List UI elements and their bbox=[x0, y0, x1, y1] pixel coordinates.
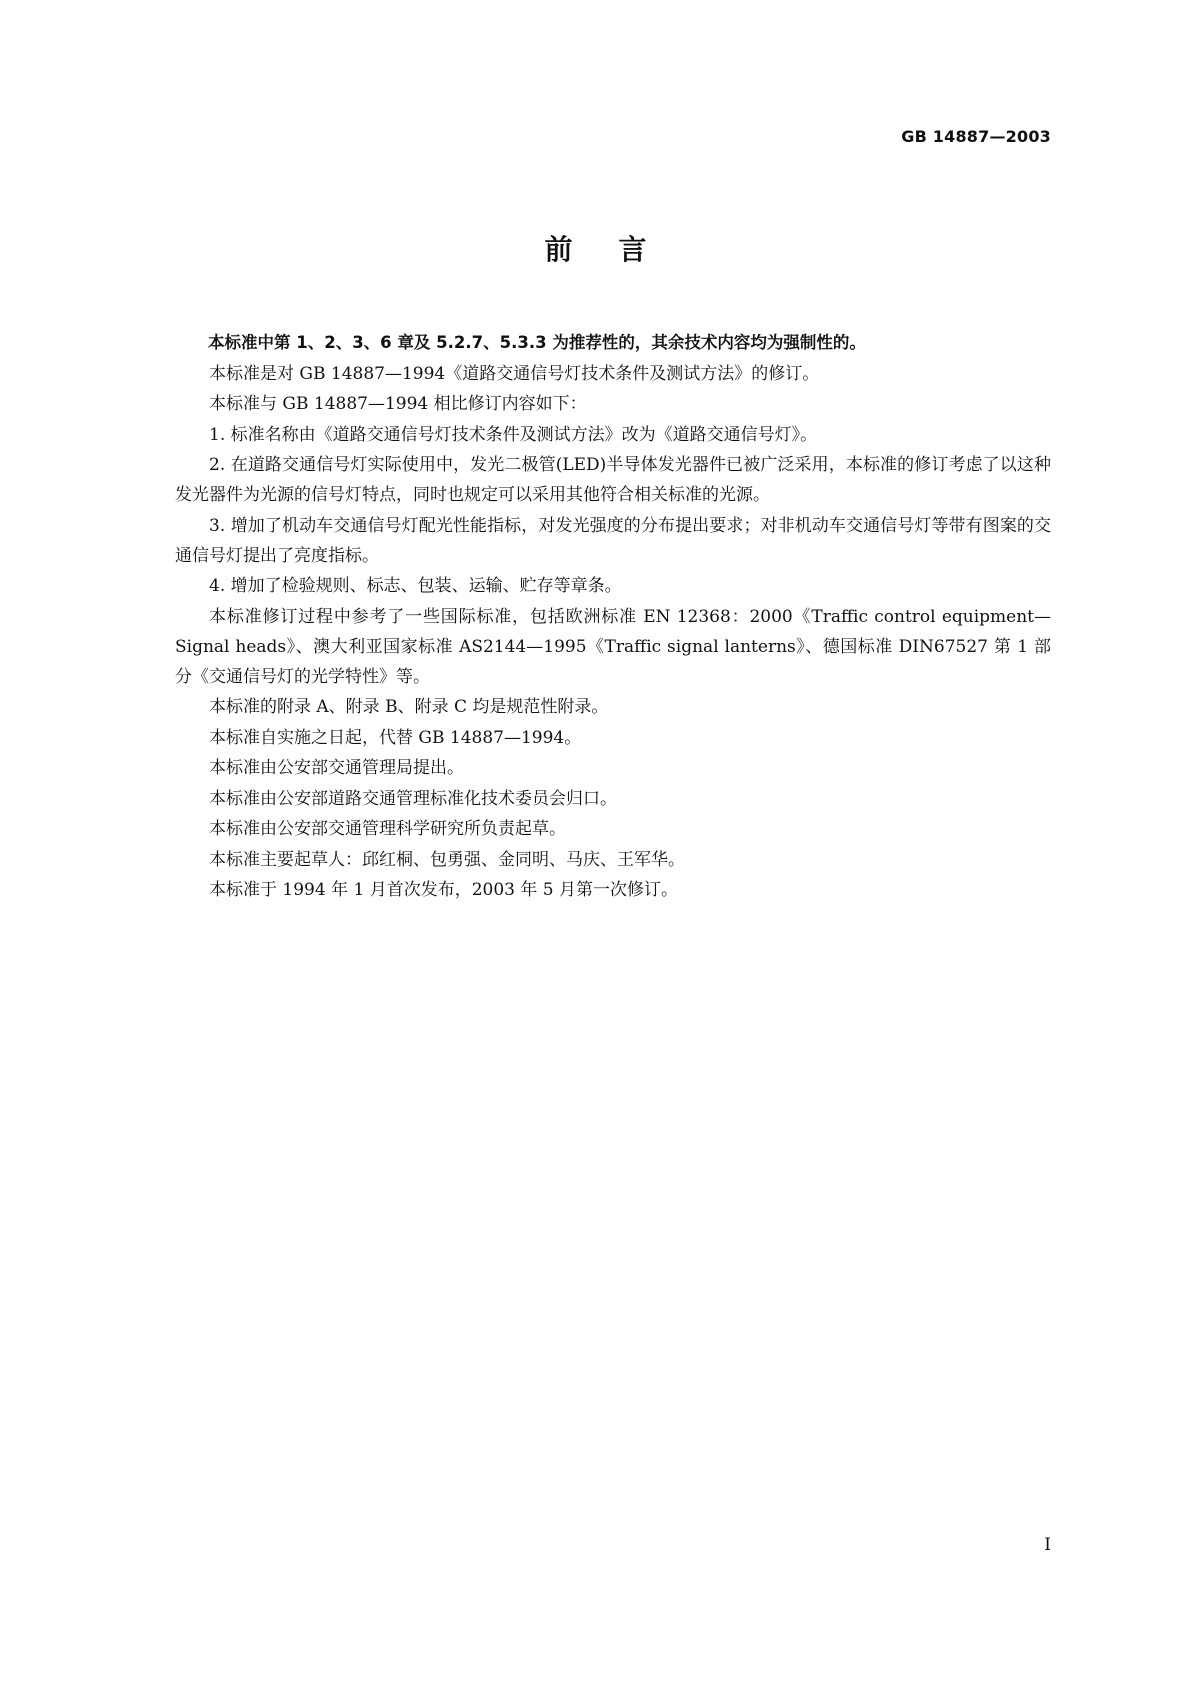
paragraph-change-2: 2. 在道路交通信号灯实际使用中，发光二极管(LED)半导体发光器件已被广泛采用，本标准的修订考虑了以这种发光器件为光源的信号灯特点，同时也规定可以采用其他符合相关标准的光源。 bbox=[175, 455, 1051, 505]
paragraph-change-4: 4. 增加了检验规则、标志、包装、运输、贮存等章条。 bbox=[209, 576, 622, 596]
paragraph-revision-of: 本标准是对 GB 14887—1994《道路交通信号灯技术条件及测试方法》的修订。 bbox=[209, 363, 820, 384]
standard-number: GB 14887—2003 bbox=[901, 127, 1051, 146]
page-title: 前言 bbox=[544, 233, 693, 266]
paragraph-scope-statement: 本标准中第 1、2、3、6 章及 5.2.7、5.3.3 为推荐性的，其余技术内容均为强制性的。 bbox=[208, 333, 866, 352]
paragraph-annexes: 本标准的附录 A、附录 B、附录 C 均是规范性附录。 bbox=[209, 697, 609, 717]
paragraph-change-1: 1. 标准名称由《道路交通信号灯技术条件及测试方法》改为《道路交通信号灯》。 bbox=[209, 424, 818, 445]
paragraph-proposed-by: 本标准由公安部交通管理局提出。 bbox=[209, 758, 464, 778]
paragraph-replaces: 本标准自实施之日起，代替 GB 14887—1994。 bbox=[209, 727, 582, 748]
paragraph-references: 本标准修订过程中参考了一些国际标准，包括欧洲标准 EN 12368：2000《Traffic control equipment—Signal heads》、澳大利亚国家标准 AS2144—1995《Traffic signal lanterns》、德国标准 DIN67527 第 1 部分《交通信号灯的光学特性》等。 bbox=[175, 606, 1051, 687]
paragraph-main-drafters: 本标准主要起草人：邱红桐、包勇强、金同明、马庆、王军华。 bbox=[209, 849, 685, 870]
paragraph-drafted-by: 本标准由公安部交通管理科学研究所负责起草。 bbox=[209, 819, 566, 839]
paragraph-changes-intro: 本标准与 GB 14887—1994 相比修订内容如下： bbox=[209, 394, 587, 414]
page-number: I bbox=[1044, 1535, 1051, 1555]
paragraph-centralized-by: 本标准由公安部道路交通管理标准化技术委员会归口。 bbox=[209, 788, 617, 809]
paragraph-publication-history: 本标准于 1994 年 1 月首次发布，2003 年 5 月第一次修订。 bbox=[209, 880, 678, 900]
paragraph-change-3: 3. 增加了机动车交通信号灯配光性能指标，对发光强度的分布提出要求；对非机动车交通信号灯等带有图案的交通信号灯提出了亮度指标。 bbox=[175, 515, 1051, 566]
preface-body bbox=[175, 328, 1051, 906]
